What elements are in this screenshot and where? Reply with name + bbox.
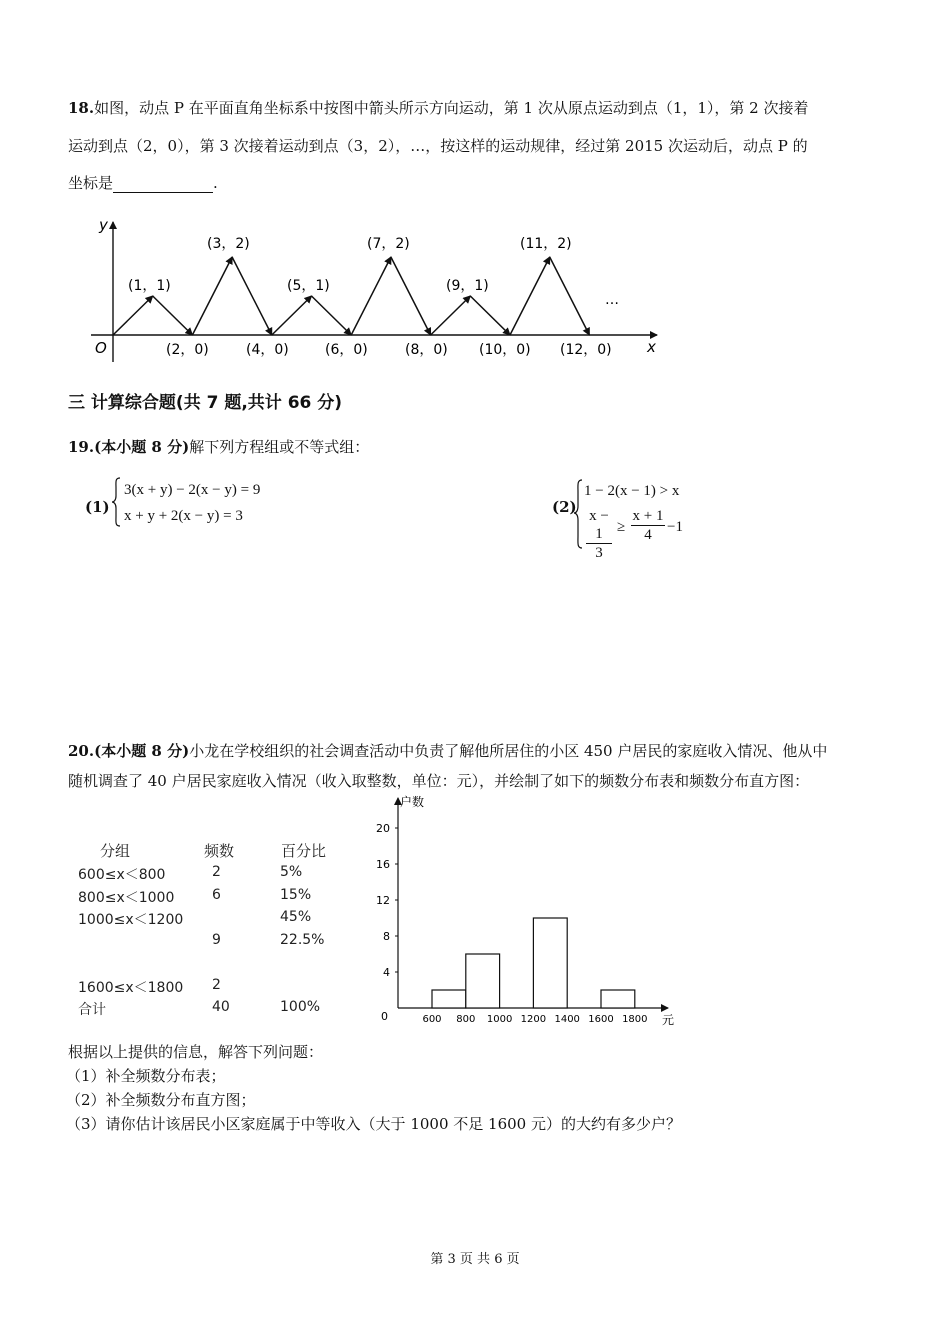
point-label-3-2: (3，2) bbox=[207, 236, 250, 252]
table-cell-frequency: 40 bbox=[212, 999, 230, 1015]
path-arrow-segment bbox=[113, 296, 153, 335]
q18-text-3: 坐标是 bbox=[68, 174, 114, 192]
fraction-1 bbox=[586, 507, 612, 562]
path-arrow-segment bbox=[391, 257, 431, 335]
q19-part2-label: (2) bbox=[552, 498, 577, 516]
table-cell-group: 1600≤x＜1800 bbox=[78, 979, 184, 996]
histogram-bar bbox=[432, 990, 466, 1008]
q18-line-1 bbox=[68, 98, 809, 118]
header-frequency: 频数 bbox=[204, 842, 235, 860]
fraction-2-denominator: 4 bbox=[631, 525, 665, 544]
path-arrow-segment bbox=[192, 257, 232, 335]
frequency-histogram bbox=[370, 790, 690, 1030]
histogram-x-label: 元 bbox=[662, 1013, 675, 1027]
table-row bbox=[78, 907, 348, 930]
header-percent: 百分比 bbox=[281, 842, 327, 860]
answer-blank[interactable] bbox=[113, 176, 213, 193]
q20-sub-3: （3）请你估计该居民小区家庭属于中等收入（大于 1000 不足 1600 元）的大约有多少户？ bbox=[66, 1115, 681, 1133]
histogram-x-tick-label: 1600 bbox=[588, 1014, 614, 1025]
brace-icon bbox=[110, 476, 122, 528]
histogram-x-tick-label: 600 bbox=[422, 1014, 442, 1025]
q19-eq-1: 3(x + y) − 2(x − y) = 9 bbox=[124, 482, 261, 498]
q19-ineq-1: 1 − 2(x − 1) > x bbox=[584, 483, 680, 499]
fraction-1-numerator: x − 1 bbox=[589, 508, 609, 542]
page-footer: 第 3 页 共 6 页 bbox=[430, 1252, 520, 1267]
histogram-y-tick-label: 16 bbox=[376, 858, 390, 871]
brace-icon bbox=[572, 478, 584, 550]
q18-motion-figure bbox=[85, 212, 665, 370]
path-arrow-segment bbox=[510, 257, 550, 335]
q18-line-3 bbox=[68, 173, 218, 193]
origin-label: O bbox=[95, 339, 107, 357]
point-label-5-1: (5，1) bbox=[287, 278, 330, 294]
q20-sub-2: （2）补全频数分布直方图； bbox=[66, 1091, 256, 1109]
table-row bbox=[78, 952, 348, 975]
q18-text-1: 如图，动点 P 在平面直角坐标系中按图中箭头所示方向运动，第 1 次从原点运动到点（1，1），第 2 次接着 bbox=[94, 99, 809, 117]
table-row bbox=[78, 885, 348, 908]
histogram-bar bbox=[466, 954, 500, 1008]
histogram-y-label: 户数 bbox=[400, 795, 425, 809]
histogram-x-tick-label: 800 bbox=[456, 1014, 476, 1025]
point-label-7-2: (7，2) bbox=[367, 236, 410, 252]
histogram-bar bbox=[601, 990, 635, 1008]
table-body bbox=[78, 862, 348, 1020]
axis-label-8-0: (8，0) bbox=[405, 342, 448, 358]
path-arrow-segment bbox=[470, 296, 510, 335]
histogram-x-tick-label: 1000 bbox=[486, 1014, 513, 1025]
table-row bbox=[78, 862, 348, 885]
table-cell-frequency: 6 bbox=[212, 886, 221, 903]
table-cell-frequency: 2 bbox=[212, 976, 221, 993]
motion-path bbox=[113, 257, 589, 335]
table-cell-percent: 15% bbox=[280, 886, 312, 903]
x-axis-label: x bbox=[647, 338, 656, 356]
axis-label-6-0: (6，0) bbox=[325, 342, 368, 358]
axis-label-10-0: (10，0) bbox=[479, 342, 531, 358]
q20-line-1 bbox=[68, 741, 827, 761]
minus-one: −1 bbox=[667, 519, 683, 535]
histogram-x-tick-label: 1200 bbox=[520, 1014, 547, 1025]
q18-number: 18. bbox=[68, 99, 95, 117]
histogram-y-tick-label: 0 bbox=[381, 1010, 388, 1023]
header-group: 分组 bbox=[100, 842, 131, 860]
table-cell-group: 1000≤x＜1200 bbox=[78, 912, 184, 928]
point-label-9-1: (9，1) bbox=[446, 278, 489, 294]
q19-part1-label: (1) bbox=[85, 498, 110, 516]
path-arrow-segment bbox=[351, 257, 391, 335]
histogram-y-tick-label: 20 bbox=[376, 822, 390, 835]
table-cell-frequency: 9 bbox=[212, 931, 221, 948]
section-3-heading: 三 计算综合题(共 7 题,共计 66 分) bbox=[68, 393, 343, 413]
fraction-2-numerator: x + 1 bbox=[632, 508, 664, 524]
table-cell-frequency: 2 bbox=[212, 864, 221, 880]
table-cell-group: 800≤x＜1000 bbox=[78, 889, 175, 906]
ellipsis: … bbox=[605, 292, 619, 308]
histogram-y-tick-label: 8 bbox=[383, 930, 390, 943]
q19-line bbox=[68, 437, 369, 457]
q19-number: 19.(本小题 8 分) bbox=[68, 438, 190, 456]
ge-sign: ≥ bbox=[617, 519, 626, 535]
q20-instruction: 根据以上提供的信息，解答下列问题： bbox=[68, 1043, 324, 1061]
table-row bbox=[78, 930, 348, 953]
path-arrow-segment bbox=[550, 257, 590, 335]
histogram-x-tick-label: 1400 bbox=[554, 1014, 580, 1025]
fraction-1-denominator: 3 bbox=[586, 543, 612, 562]
q20-number: 20.(本小题 8 分) bbox=[68, 742, 190, 760]
histogram-y-tick-label: 4 bbox=[383, 966, 390, 979]
table-cell-group: 合计 bbox=[78, 1002, 106, 1018]
axis-label-4-0: (4，0) bbox=[246, 342, 289, 358]
table-cell-percent: 5% bbox=[280, 864, 303, 880]
path-arrow-segment bbox=[312, 296, 352, 335]
histogram-y-tick-label: 12 bbox=[376, 894, 390, 907]
y-axis-label: y bbox=[99, 216, 108, 234]
path-arrow-segment bbox=[431, 296, 471, 335]
axis-label-2-0: (2，0) bbox=[166, 342, 209, 358]
q20-text-1: 小龙在学校组织的社会调查活动中负责了解他所居住的小区 450 户居民的家庭收入情况、他从中 bbox=[189, 742, 828, 760]
axis-label-12-0: (12，0) bbox=[560, 342, 612, 358]
frequency-table bbox=[78, 838, 348, 1020]
q19-eq-2: x + y + 2(x − y) = 3 bbox=[124, 508, 243, 524]
q20-text-2: 随机调查了 40 户居民家庭收入情况（收入取整数，单位：元），并绘制了如下的频数分布表和频数分布直方图： bbox=[68, 772, 810, 790]
table-cell-percent: 45% bbox=[280, 909, 312, 925]
table-cell-percent: 22.5% bbox=[280, 931, 325, 948]
q20-sub-1: （1）补全频数分布表； bbox=[66, 1067, 226, 1085]
table-row bbox=[78, 997, 348, 1020]
q19-text: 解下列方程组或不等式组： bbox=[189, 438, 370, 456]
path-arrow-segment bbox=[272, 296, 312, 335]
q18-text-2: 运动到点（2，0），第 3 次接着运动到点（3，2），…，按这样的运动规律，经过第 2015 次运动后，动点 P 的 bbox=[68, 137, 808, 155]
q18-period: . bbox=[213, 174, 218, 192]
path-arrow-segment bbox=[232, 257, 272, 335]
histogram-bar bbox=[533, 918, 567, 1008]
fraction-2 bbox=[631, 507, 665, 544]
table-header bbox=[78, 838, 348, 862]
path-arrow-segment bbox=[153, 296, 193, 335]
table-cell-percent: 100% bbox=[280, 999, 321, 1015]
point-label-11-2: (11，2) bbox=[520, 236, 572, 252]
table-cell-group: 600≤x＜800 bbox=[78, 867, 166, 883]
histogram-x-tick-label: 1800 bbox=[622, 1014, 648, 1025]
table-row bbox=[78, 975, 348, 998]
point-label-1-1: (1，1) bbox=[128, 278, 171, 294]
